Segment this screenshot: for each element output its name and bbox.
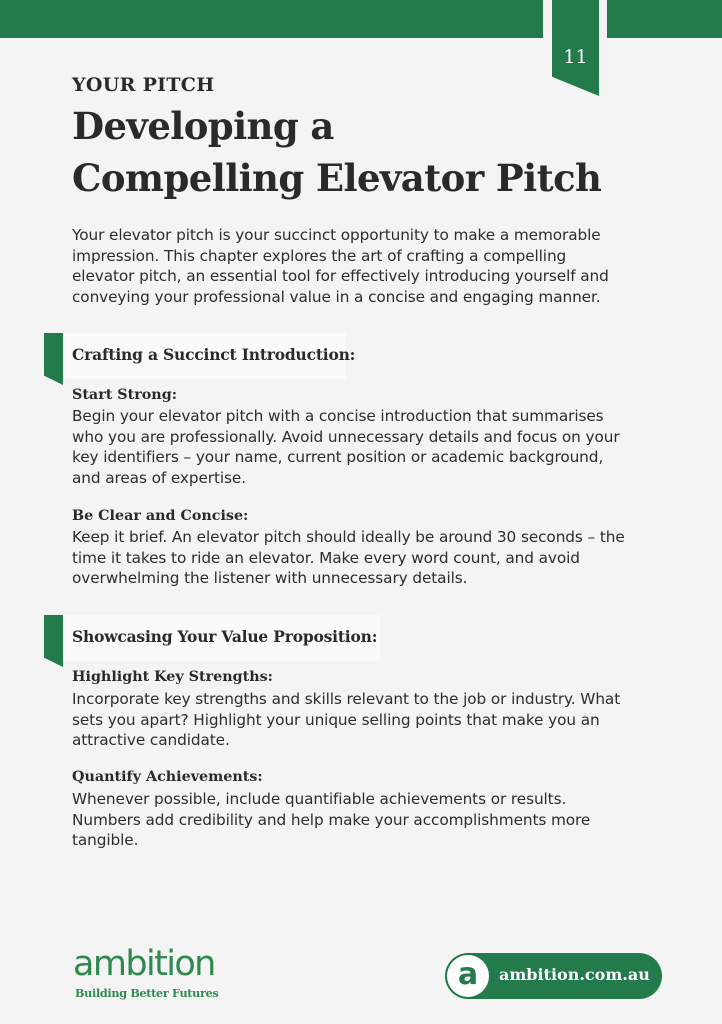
section-title: Showcasing Your Value Proposition: — [72, 627, 378, 646]
paragraph: Incorporate key strengths and skills relevant to the job or industry. What sets you apart? Highlight your unique selling points that make you an attractive candidate. — [72, 690, 621, 749]
subheading: Quantify Achievements: — [72, 769, 263, 785]
section-title: Crafting a Succinct Introduction: — [72, 345, 356, 364]
paragraph: Begin your elevator pitch with a concise introduction that summarises who you are professionally. Avoid unnecessary details and focus on your key identifiers – your name, current position or academic background, and areas of expertise. — [72, 407, 620, 487]
paragraph: Whenever possible, include quantifiable achievements or results. Numbers add credibility and help make your accomplishments more tangible. — [72, 790, 591, 849]
title-line-2: Compelling Elevator Pitch — [72, 156, 602, 200]
subheading: Be Clear and Concise: — [72, 508, 249, 524]
section-accent-bar — [44, 615, 63, 667]
subheading: Start Strong: — [72, 387, 177, 403]
ambition-logo: ambition — [73, 944, 215, 984]
top-banner-left — [0, 0, 543, 38]
website-url[interactable]: ambition.com.au — [499, 965, 650, 984]
subheading: Highlight Key Strengths: — [72, 669, 273, 685]
ambition-a-icon-letter: a — [457, 957, 479, 992]
page-title — [72, 100, 632, 204]
section-accent-bar — [44, 333, 63, 385]
top-banner-right — [607, 0, 722, 38]
page-number: 11 — [563, 46, 588, 68]
logo-tagline: Building Better Futures — [75, 986, 219, 1000]
chapter-eyebrow: YOUR PITCH — [72, 74, 215, 96]
intro-paragraph: Your elevator pitch is your succinct opportunity to make a memorable impression. This chapter explores the art of crafting a compelling elevator pitch, an essential tool for effectively introducing yourself and conveying your professional value in a concise and engaging manner. — [72, 226, 609, 306]
title-line-1: Developing a — [72, 104, 334, 148]
paragraph: Keep it brief. An elevator pitch should ideally be around 30 seconds – the time it takes to ride an elevator. Make every word count, and avoid overwhelming the listener with unnecessary details. — [72, 528, 625, 587]
